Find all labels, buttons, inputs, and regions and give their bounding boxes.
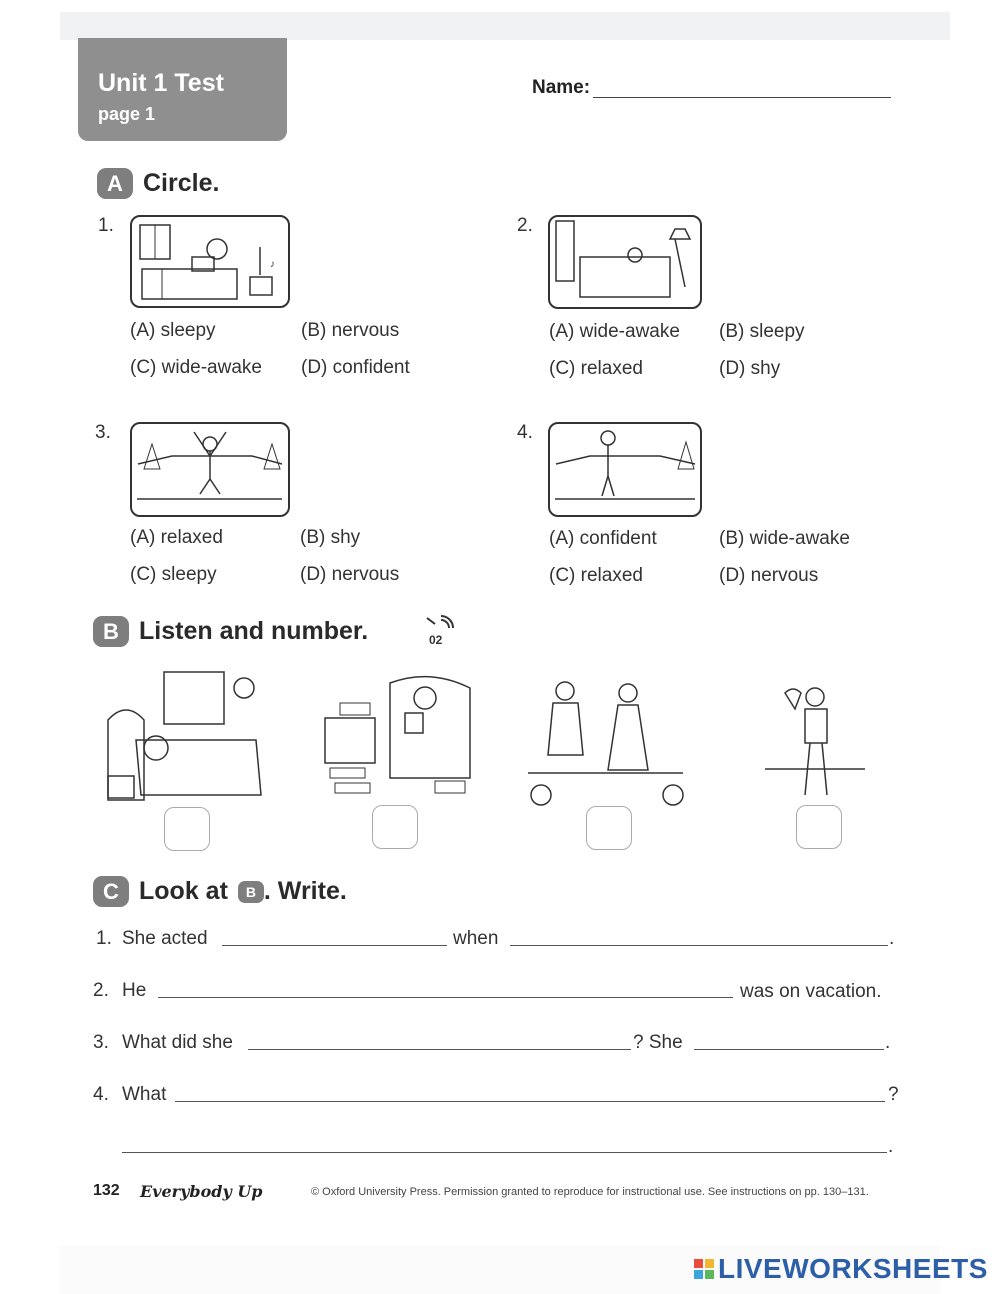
q4-option-d[interactable]: (D) nervous — [719, 565, 819, 586]
write-line-3-number: 3. — [93, 1032, 109, 1053]
write-line-1-number: 1. — [96, 928, 112, 949]
children-acting-play-illustration — [523, 675, 688, 810]
section-c-heading — [93, 876, 347, 907]
write-line-2-number: 2. — [93, 980, 109, 1001]
listen-answer-box-2[interactable] — [372, 805, 418, 849]
write-line-1-text-b: when — [453, 928, 499, 949]
boy-holding-trophy-illustration — [765, 683, 865, 801]
name-label: Name: — [532, 77, 591, 98]
liveworksheets-text: LIVEWORKSHEETS — [718, 1253, 988, 1284]
unit-header-tab — [78, 38, 287, 141]
q4-option-a[interactable]: (A) confident — [549, 528, 657, 549]
audio-track-icon[interactable] — [423, 614, 459, 648]
q1-option-a[interactable]: (A) sleepy — [130, 320, 216, 341]
write-line-4-text-a: What — [122, 1084, 167, 1105]
liveworksheets-icon — [694, 1259, 714, 1279]
q1-option-b[interactable]: (B) nervous — [301, 320, 400, 341]
write-line-3-blank-1[interactable] — [248, 1049, 631, 1050]
unit-page: page 1 — [98, 104, 156, 124]
q3-option-c[interactable]: (C) sleepy — [130, 564, 217, 585]
section-c-title-end: . Write. — [263, 877, 347, 905]
listen-answer-box-3[interactable] — [586, 806, 632, 850]
question-3-number: 3. — [95, 422, 111, 443]
write-line-5-end: . — [888, 1136, 894, 1157]
write-line-4-number: 4. — [93, 1084, 109, 1105]
footer-copyright: © Oxford University Press. Permission granted to reproduce for instructional use. See instructions on pp. 130–131. — [311, 1186, 869, 1198]
write-line-3-text-a: What did she — [122, 1032, 233, 1053]
section-c-ref-badge: B — [238, 881, 264, 903]
write-line-3-blank-2[interactable] — [694, 1049, 884, 1050]
q4-option-b[interactable]: (B) wide-awake — [719, 528, 850, 549]
section-b-heading — [93, 616, 368, 647]
q2-option-c[interactable]: (C) relaxed — [549, 358, 643, 379]
top-band — [60, 12, 950, 40]
name-input[interactable] — [593, 97, 891, 98]
child-yawning-in-bed-illustration — [550, 217, 700, 307]
question-3-picture — [130, 422, 290, 517]
write-line-4-end: ? — [888, 1084, 899, 1105]
section-a-badge: A — [97, 168, 133, 199]
boy-jumping-on-stage-illustration — [132, 424, 288, 515]
write-line-3-text-b: ? She — [633, 1032, 683, 1053]
section-b-badge: B — [93, 616, 129, 647]
section-b-title: Listen and number. — [139, 617, 369, 645]
unit-title: Unit 1 Test — [98, 69, 224, 97]
write-line-1-blank-1[interactable] — [222, 945, 447, 946]
q3-option-a[interactable]: (A) relaxed — [130, 527, 223, 548]
write-line-1-blank-2[interactable] — [510, 945, 888, 946]
write-line-2-text-b: was on vacation. — [740, 981, 882, 1002]
write-line-2-blank[interactable] — [158, 997, 733, 998]
question-1-picture — [130, 215, 290, 308]
write-line-4-blank[interactable] — [175, 1101, 885, 1102]
liveworksheets-logo[interactable] — [694, 1253, 988, 1285]
question-1-number: 1. — [98, 215, 114, 236]
listen-answer-box-1[interactable] — [164, 807, 210, 851]
section-c-title-start: Look at — [139, 877, 228, 905]
q4-option-c[interactable]: (C) relaxed — [549, 565, 643, 586]
footer-page-number: 132 — [93, 1182, 120, 1199]
question-2-picture — [548, 215, 702, 309]
q2-option-d[interactable]: (D) shy — [719, 358, 781, 379]
listen-answer-box-4[interactable] — [796, 805, 842, 849]
question-2-number: 2. — [517, 215, 533, 236]
write-line-3-end: . — [885, 1032, 891, 1053]
q3-option-d[interactable]: (D) nervous — [300, 564, 400, 585]
write-line-1-text-a: She acted — [122, 928, 208, 949]
section-a-heading — [97, 168, 219, 199]
boy-standing-on-stage-illustration — [550, 424, 700, 515]
write-line-5-blank[interactable] — [122, 1152, 887, 1153]
section-a-title: Circle. — [143, 169, 220, 197]
boy-reading-armchair-illustration — [320, 673, 475, 808]
write-line-2-text-a: He — [122, 980, 147, 1001]
q2-option-b[interactable]: (B) sleepy — [719, 321, 805, 342]
q1-option-d[interactable]: (D) confident — [301, 357, 410, 378]
footer-brand: Everybody Up — [140, 1182, 263, 1201]
q2-option-a[interactable]: (A) wide-awake — [549, 321, 680, 342]
q1-option-c[interactable]: (C) wide-awake — [130, 357, 262, 378]
svg-text:♪: ♪ — [270, 259, 275, 270]
section-c-badge: C — [93, 876, 129, 907]
boy-reading-in-bed-illustration — [132, 217, 288, 306]
q3-option-b[interactable]: (B) shy — [300, 527, 361, 548]
girl-sleeping-illustration — [106, 670, 266, 808]
audio-track-number: 02 — [429, 633, 443, 647]
question-4-picture — [548, 422, 702, 517]
write-line-1-end: . — [889, 928, 895, 949]
question-4-number: 4. — [517, 422, 533, 443]
